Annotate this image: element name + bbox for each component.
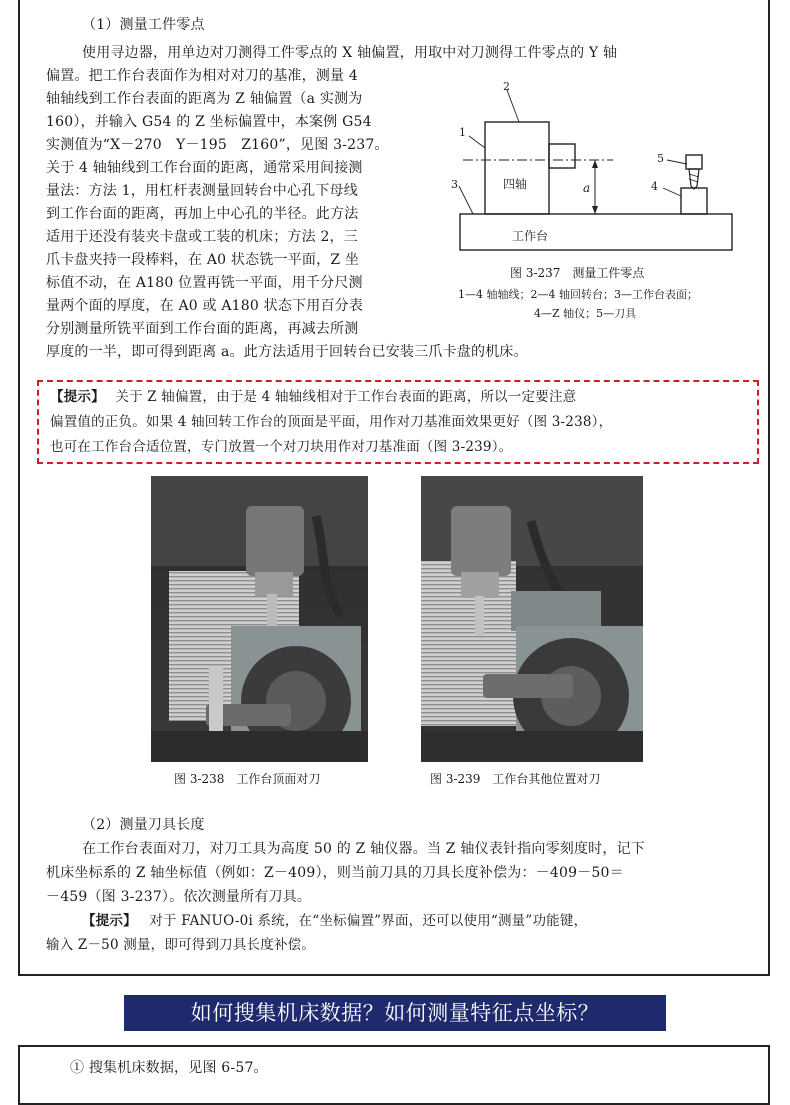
tool-holder-rect	[686, 155, 702, 169]
callout-2: 2	[503, 80, 510, 93]
section1-line: 分别测量所铣平面到工作台面的距离，再减去所测	[46, 321, 359, 337]
tip-tag: 【提示】	[82, 913, 137, 929]
section-banner: 如何搜集机床数据？如何测量特征点坐标？	[124, 995, 666, 1031]
figure-237-legend: 1—4 轴轴线；2—4 轴回转台；3—工作台表面；	[458, 288, 698, 301]
tip-tag: 【提示】	[50, 389, 105, 405]
section2-line: －459（图 3-237）。依次测量所有刀具。	[46, 889, 312, 905]
figure-237-caption: 图 3-237 测量工件零点	[510, 266, 645, 280]
section2-heading: （2）测量刀具长度	[82, 817, 205, 833]
tip1-line1: 【提示】 关于 Z 轴偏置，由于是 4 轴轴线相对于工作台表面的距离，所以一定要注意	[50, 389, 577, 405]
photo-3-239	[421, 476, 643, 762]
dimension-label: a	[583, 181, 591, 195]
section1-line: 量两个面的厚度，在 A0 或 A180 状态下用百分表	[46, 298, 364, 314]
photo-3-239-caption: 图 3-239 工作台其他位置对刀	[430, 772, 601, 786]
callout-1: 1	[459, 126, 466, 139]
callout-3: 3	[451, 178, 458, 191]
tip2-line2: 输入 Z－50 测量，即可得到刀具长度补偿。	[46, 937, 316, 953]
section1-line: 标值不动，在 A180 位置再铣一平面，用千分尺测	[46, 275, 363, 291]
section2-line: 在工作台表面对刀，对刀工具为高度 50 的 Z 轴仪器。当 Z 轴仪表针指向零刻度时，记下	[82, 841, 645, 857]
figure-237-diagram	[445, 78, 750, 258]
section1-line: 爪卡盘夹持一段棒料，在 A0 状态铣一平面，Z 坐	[46, 252, 360, 268]
section1-line: 适用于还没有装夹卡盘或工装的机床；方法 2，三	[46, 229, 358, 245]
table-label: 工作台	[512, 229, 549, 243]
section1-line: 偏置。把工作台表面作为相对对刀的基准，测量 4	[46, 68, 358, 84]
axis-label: 四轴	[503, 177, 528, 191]
photo-3-238-caption: 图 3-238 工作台顶面对刀	[174, 772, 321, 786]
worktable-rect	[460, 214, 732, 250]
tip2-line1: 【提示】 对于 FANUO-0i 系统，在“坐标偏置”界面，还可以使用“测量”功能键，	[82, 913, 588, 929]
section1-line: 使用寻边器，用单边对刀测得工件零点的 X 轴偏置，用取中对刀测得工件零点的 Y 轴	[82, 45, 618, 61]
chuck-rect	[549, 144, 575, 168]
figure-237-legend: 4—Z 轴仪；5—刀具	[534, 307, 637, 320]
z-gauge-rect	[681, 188, 707, 214]
callout-4: 4	[651, 180, 658, 193]
callout-5: 5	[657, 152, 664, 165]
section1-line: 关于 4 轴轴线到工作台面的距离，通常采用间接测	[46, 160, 363, 176]
bottom-line: ① 搜集机床数据，见图 6-57。	[70, 1060, 268, 1076]
section1-line: 量法：方法 1，用杠杆表测量回转台中心孔下母线	[46, 183, 358, 199]
section1-line: 轴轴线到工作台表面的距离为 Z 轴偏置（a 实测为	[46, 91, 363, 107]
section1-line: 到工作台面的距离，再加上中心孔的半径。此方法	[46, 206, 359, 222]
section1-line: 160），并输入 G54 的 Z 坐标偏置中，本案例 G54	[46, 114, 372, 130]
tip1-line3: 也可在工作台合适位置，专门放置一个对刀块用作对刀基准面（图 3-239）。	[50, 439, 513, 455]
section1-heading: （1）测量工件零点	[82, 17, 205, 33]
rotary-table-rect	[485, 122, 549, 214]
section1-line: 实测值为“X－270 Y－195 Z160”，见图 3-237。	[46, 137, 389, 153]
tip1-line2: 偏置值的正负。如果 4 轴回转工作台的顶面是平面，用作对刀基准面效果更好（图 3-238），	[50, 414, 613, 430]
photo-3-238	[151, 476, 368, 762]
tool-body	[689, 169, 699, 189]
section1-line: 厚度的一半，即可得到距离 a。此方法适用于回转台已安装三爪卡盘的机床。	[46, 344, 528, 360]
section2-line: 机床坐标系的 Z 轴坐标值（例如：Z－409），则当前刀具的刀具长度补偿为：－409－50＝	[46, 865, 624, 881]
